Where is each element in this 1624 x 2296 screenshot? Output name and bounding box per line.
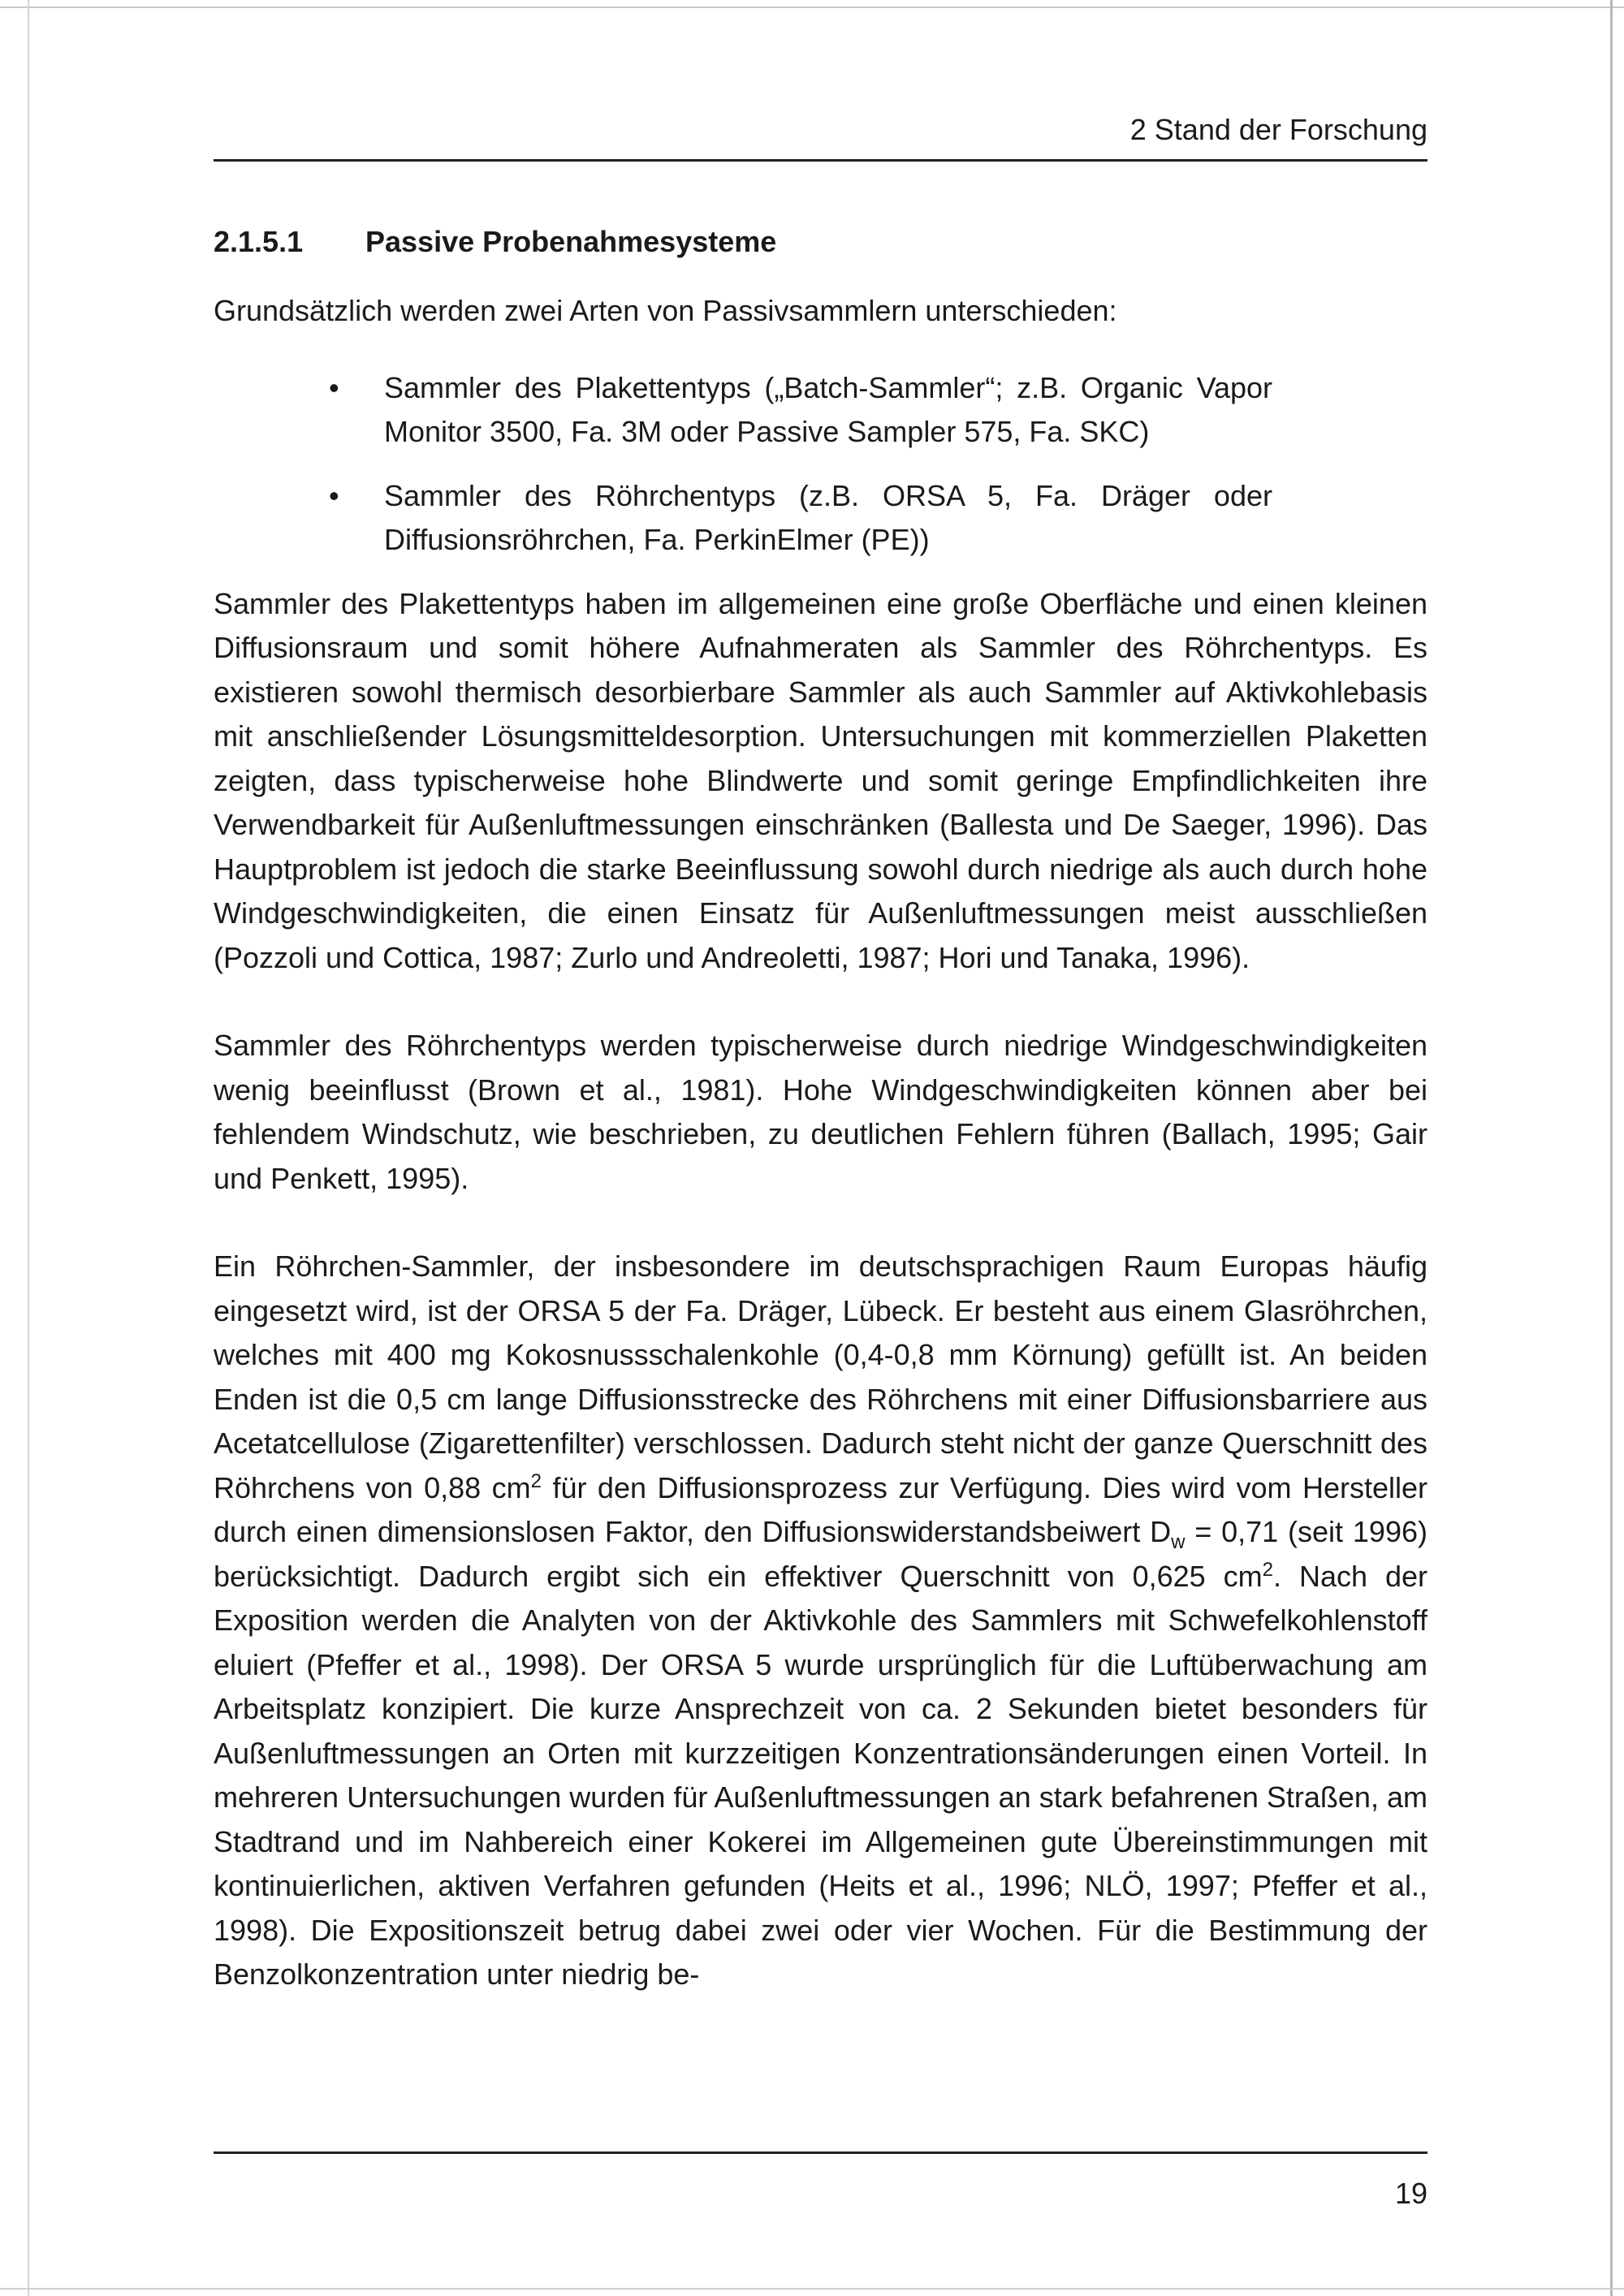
subscript: w — [1171, 1531, 1186, 1554]
text-run: . Nach der Exposition werden die Analyten von der Aktivkohle des Sammlers mit Schwefelkohlenstoff eluiert (Pfeffer et al., 1998). Der ORSA 5 wurde ursprünglich für die Luftüberwachung am Arbeitsplatz konzipiert. Die kurze Ansprechzeit von ca. 2 Sekunden bietet besonders für Außenluftmessungen an Orten mit kurzzeitigen Konzentrationsänderungen einen Vorteil. In mehreren Untersuchungen wurden für Außenluftmessungen an stark befahrenen Straßen, am Stadtrand und im Nahbereich einer Kokerei im Allgemeinen gute Übereinstimmungen mit kontinuierlichen, aktiven Verfahren gefunden (Heits et al., 1996; NLÖ, 1997; Pfeffer et al., 1998). Die Expositionszeit betrug dabei zwei oder vier Wochen. Für die Bestimmung der Benzolkonzentration unter niedrig be- — [214, 1559, 1427, 1991]
text-run: Ein Röhrchen-Sammler, der insbesondere im deutschsprachigen Raum Europas häufig eingesetzt wird, ist der ORSA 5 der Fa. Dräger, Lübeck. Er besteht aus einem Glasröhrchen, welches mit 400 mg Kokosnussschalenkohle (0,4-0,8 mm Körnung) gefüllt ist. An beiden Enden ist die 0,5 cm lange Diffusionsstrecke des Röhrchens mit einer Diffusionsbarriere aus Acetatcellulose (Zigarettenfilter) verschlossen. Dadurch steht nicht der ganze Querschnitt des Röhrchens von 0,88 cm — [214, 1249, 1427, 1504]
section-title: Passive Probenahmesysteme — [365, 225, 777, 258]
body-text — [214, 289, 1427, 1997]
list-item — [214, 366, 1272, 455]
list-item — [214, 474, 1272, 563]
bullet-list — [214, 366, 1427, 563]
page-number: 19 — [1394, 2177, 1427, 2210]
section-heading — [214, 224, 776, 260]
footer-rule — [214, 2151, 1427, 2154]
paragraph-orsa5 — [214, 1245, 1427, 1997]
scan-edge-top — [0, 6, 1624, 8]
text-run: für den Diffusionsprozess zur Verfügung. Dies wird vom Hersteller durch einen dimensionslosen Faktor, den Diffusionswiderstandsbeiwert D — [214, 1470, 1427, 1548]
list-item-text: Sammler des Plakettentyps („Batch-Sammler“; z.B. Organic Vapor Monitor 3500, Fa. 3M oder Passive Sampler 575, Fa. SKC) — [384, 370, 1272, 448]
superscript: 2 — [530, 1470, 542, 1492]
scan-edge-bottom — [0, 2288, 1624, 2290]
text-run: = 0,71 (seit 1996) berücksichtigt. Dadurch ergibt sich ein effektiver Querschnitt von 0,625 cm — [214, 1515, 1427, 1593]
list-item-text: Sammler des Röhrchentyps (z.B. ORSA 5, Fa. Dräger oder Diffusionsröhrchen, Fa. PerkinElmer (PE)) — [384, 478, 1272, 556]
scan-edge-left — [28, 0, 29, 2296]
section-number: 2.1.5.1 — [214, 225, 304, 258]
running-header: 2 Stand der Forschung — [1129, 113, 1427, 146]
bullet-icon: • — [329, 370, 339, 404]
scan-edge-right — [1610, 0, 1613, 2296]
bullet-icon: • — [329, 478, 339, 512]
paragraph-roehrchentyp: Sammler des Röhrchentyps werden typischerweise durch niedrige Windgeschwindigkeiten wenig beeinflusst (Brown et al., 1981). Hohe Windgeschwindigkeiten können aber bei fehlendem Windschutz, wie beschrieben, zu deutlichen Fehlern führen (Ballach, 1995; Gair und Penkett, 1995). — [214, 1029, 1427, 1195]
header-rule — [214, 159, 1427, 162]
paragraph-plakettentyp: Sammler des Plakettentyps haben im allgemeinen eine große Oberfläche und einen kleinen Diffusionsraum und somit höhere Aufnahmeraten als Sammler des Röhrchentyps. Es existieren sowohl thermisch desorbierbare Sammler als auch Sammler auf Aktivkohlebasis mit anschließender Lösungsmitteldesorption. Untersuchungen mit kommerziellen Plaketten zeigten, dass typischerweise hohe Blindwerte und somit geringe Empfindlichkeiten ihre Verwendbarkeit für Außenluftmessungen einschränken (Ballesta und De Saeger, 1996). Das Hauptproblem ist jedoch die starke Beeinflussung sowohl durch niedrige als auch durch hohe Windgeschwindigkeiten, die einen Einsatz für Außenluftmessungen meist ausschließen (Pozzoli und Cottica, 1987; Zurlo und Andreoletti, 1987; Hori und Tanaka, 1996). — [214, 586, 1427, 974]
intro-paragraph: Grundsätzlich werden zwei Arten von Passivsammlern unterschieden: — [214, 294, 1117, 327]
superscript: 2 — [1262, 1558, 1273, 1581]
